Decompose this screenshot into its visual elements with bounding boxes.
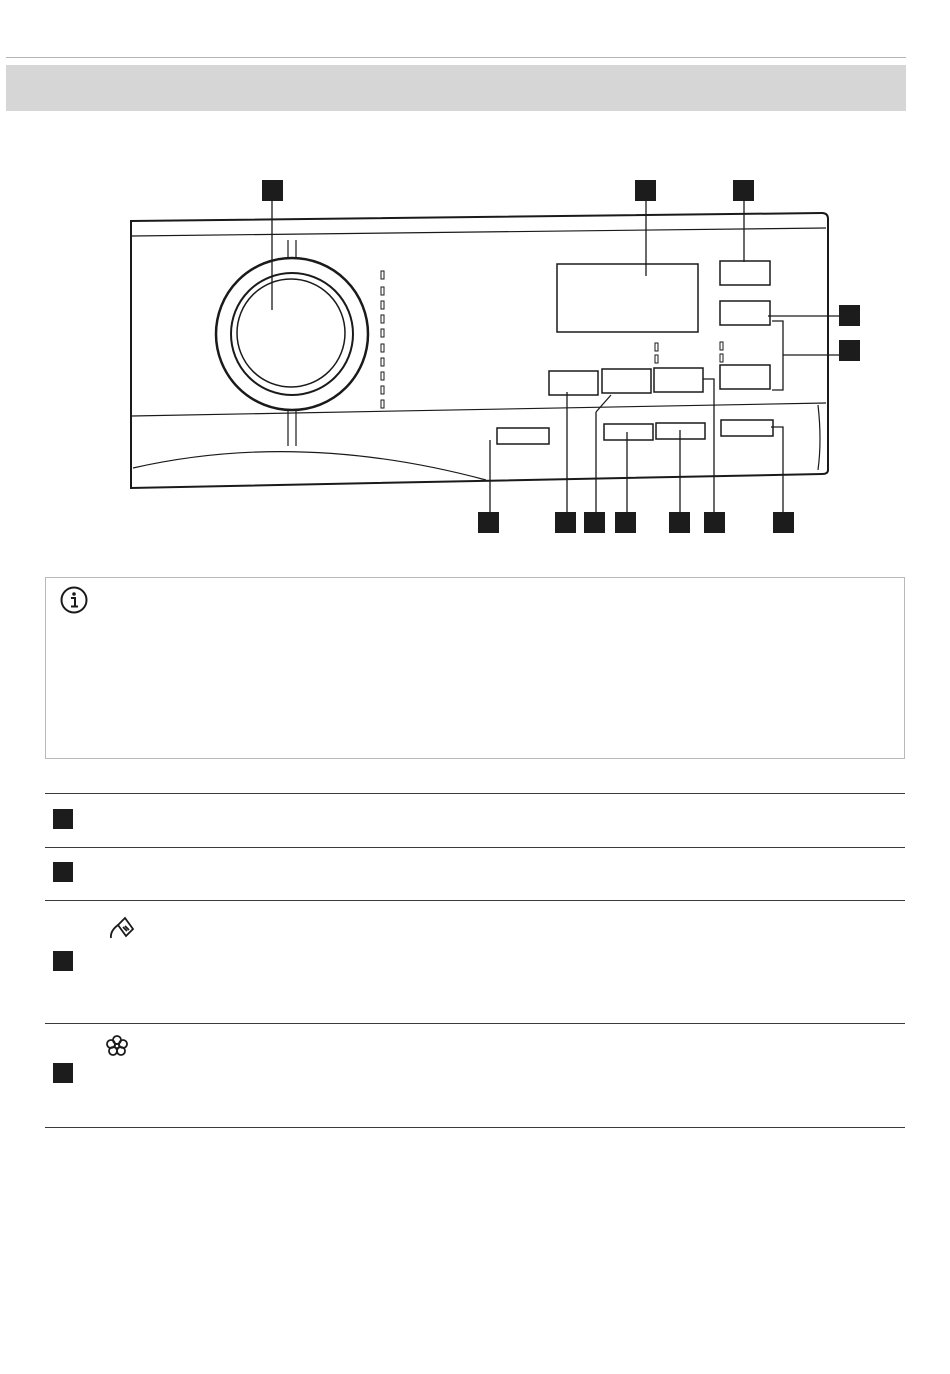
- button-mid-2: [602, 369, 651, 393]
- callout-box-top-1: [262, 180, 283, 201]
- led-right-2: [720, 354, 723, 362]
- button-mid-3: [654, 368, 703, 392]
- dial-stem-top: [288, 240, 296, 258]
- panel-top-inner-line: [132, 228, 826, 236]
- callout-box-bottom-2: [555, 512, 576, 533]
- callout-box-bottom-6: [704, 512, 725, 533]
- row-number-box: [53, 862, 73, 882]
- legend-row: [45, 900, 905, 1024]
- button-right-3: [720, 365, 770, 389]
- button-top-right: [720, 261, 770, 285]
- callout-box-right-2: [839, 340, 860, 361]
- table-bottom-rule: [45, 1127, 905, 1128]
- callout-box-top-2: [635, 180, 656, 201]
- row-number-box: [53, 809, 73, 829]
- pen-drop-icon: [105, 915, 141, 941]
- panel-lower-divider: [132, 403, 826, 416]
- callout-box-right-1: [839, 305, 860, 326]
- callout-leader-lines: [272, 200, 840, 514]
- dial-stem-bottom: [288, 410, 296, 446]
- led-mid: [655, 343, 658, 351]
- button-low-1: [497, 428, 549, 444]
- button-mid-1: [549, 371, 598, 395]
- dial-knob: [237, 279, 345, 387]
- callout-box-bottom-3: [584, 512, 605, 533]
- display-window: [557, 264, 698, 332]
- callout-box-bottom-7: [773, 512, 794, 533]
- flower-icon: [105, 1034, 129, 1058]
- button-low-4: [721, 420, 773, 436]
- legend-row: [45, 847, 905, 901]
- programme-led-column: [381, 271, 384, 408]
- info-icon: [59, 585, 89, 615]
- info-note-box: [45, 577, 905, 759]
- section-header-band: [6, 65, 906, 111]
- button-low-2: [604, 424, 653, 440]
- row-number-box: [53, 1063, 73, 1083]
- callout-box-bottom-4: [615, 512, 636, 533]
- callout-box-top-3: [733, 180, 754, 201]
- callout-box-bottom-5: [669, 512, 690, 533]
- led-right: [720, 342, 723, 350]
- panel-right-edge-curve: [818, 405, 820, 470]
- callout-box-bottom-1: [478, 512, 499, 533]
- led-mid-2: [655, 355, 658, 363]
- button-right-2: [720, 301, 770, 325]
- panel-drawer-curve: [133, 452, 486, 480]
- dial-inner-ring: [231, 273, 353, 395]
- legend-row: [45, 1023, 905, 1128]
- control-panel-diagram: [0, 160, 950, 560]
- legend-row: [45, 793, 905, 848]
- top-rule: [6, 57, 906, 58]
- row-number-box: [53, 951, 73, 971]
